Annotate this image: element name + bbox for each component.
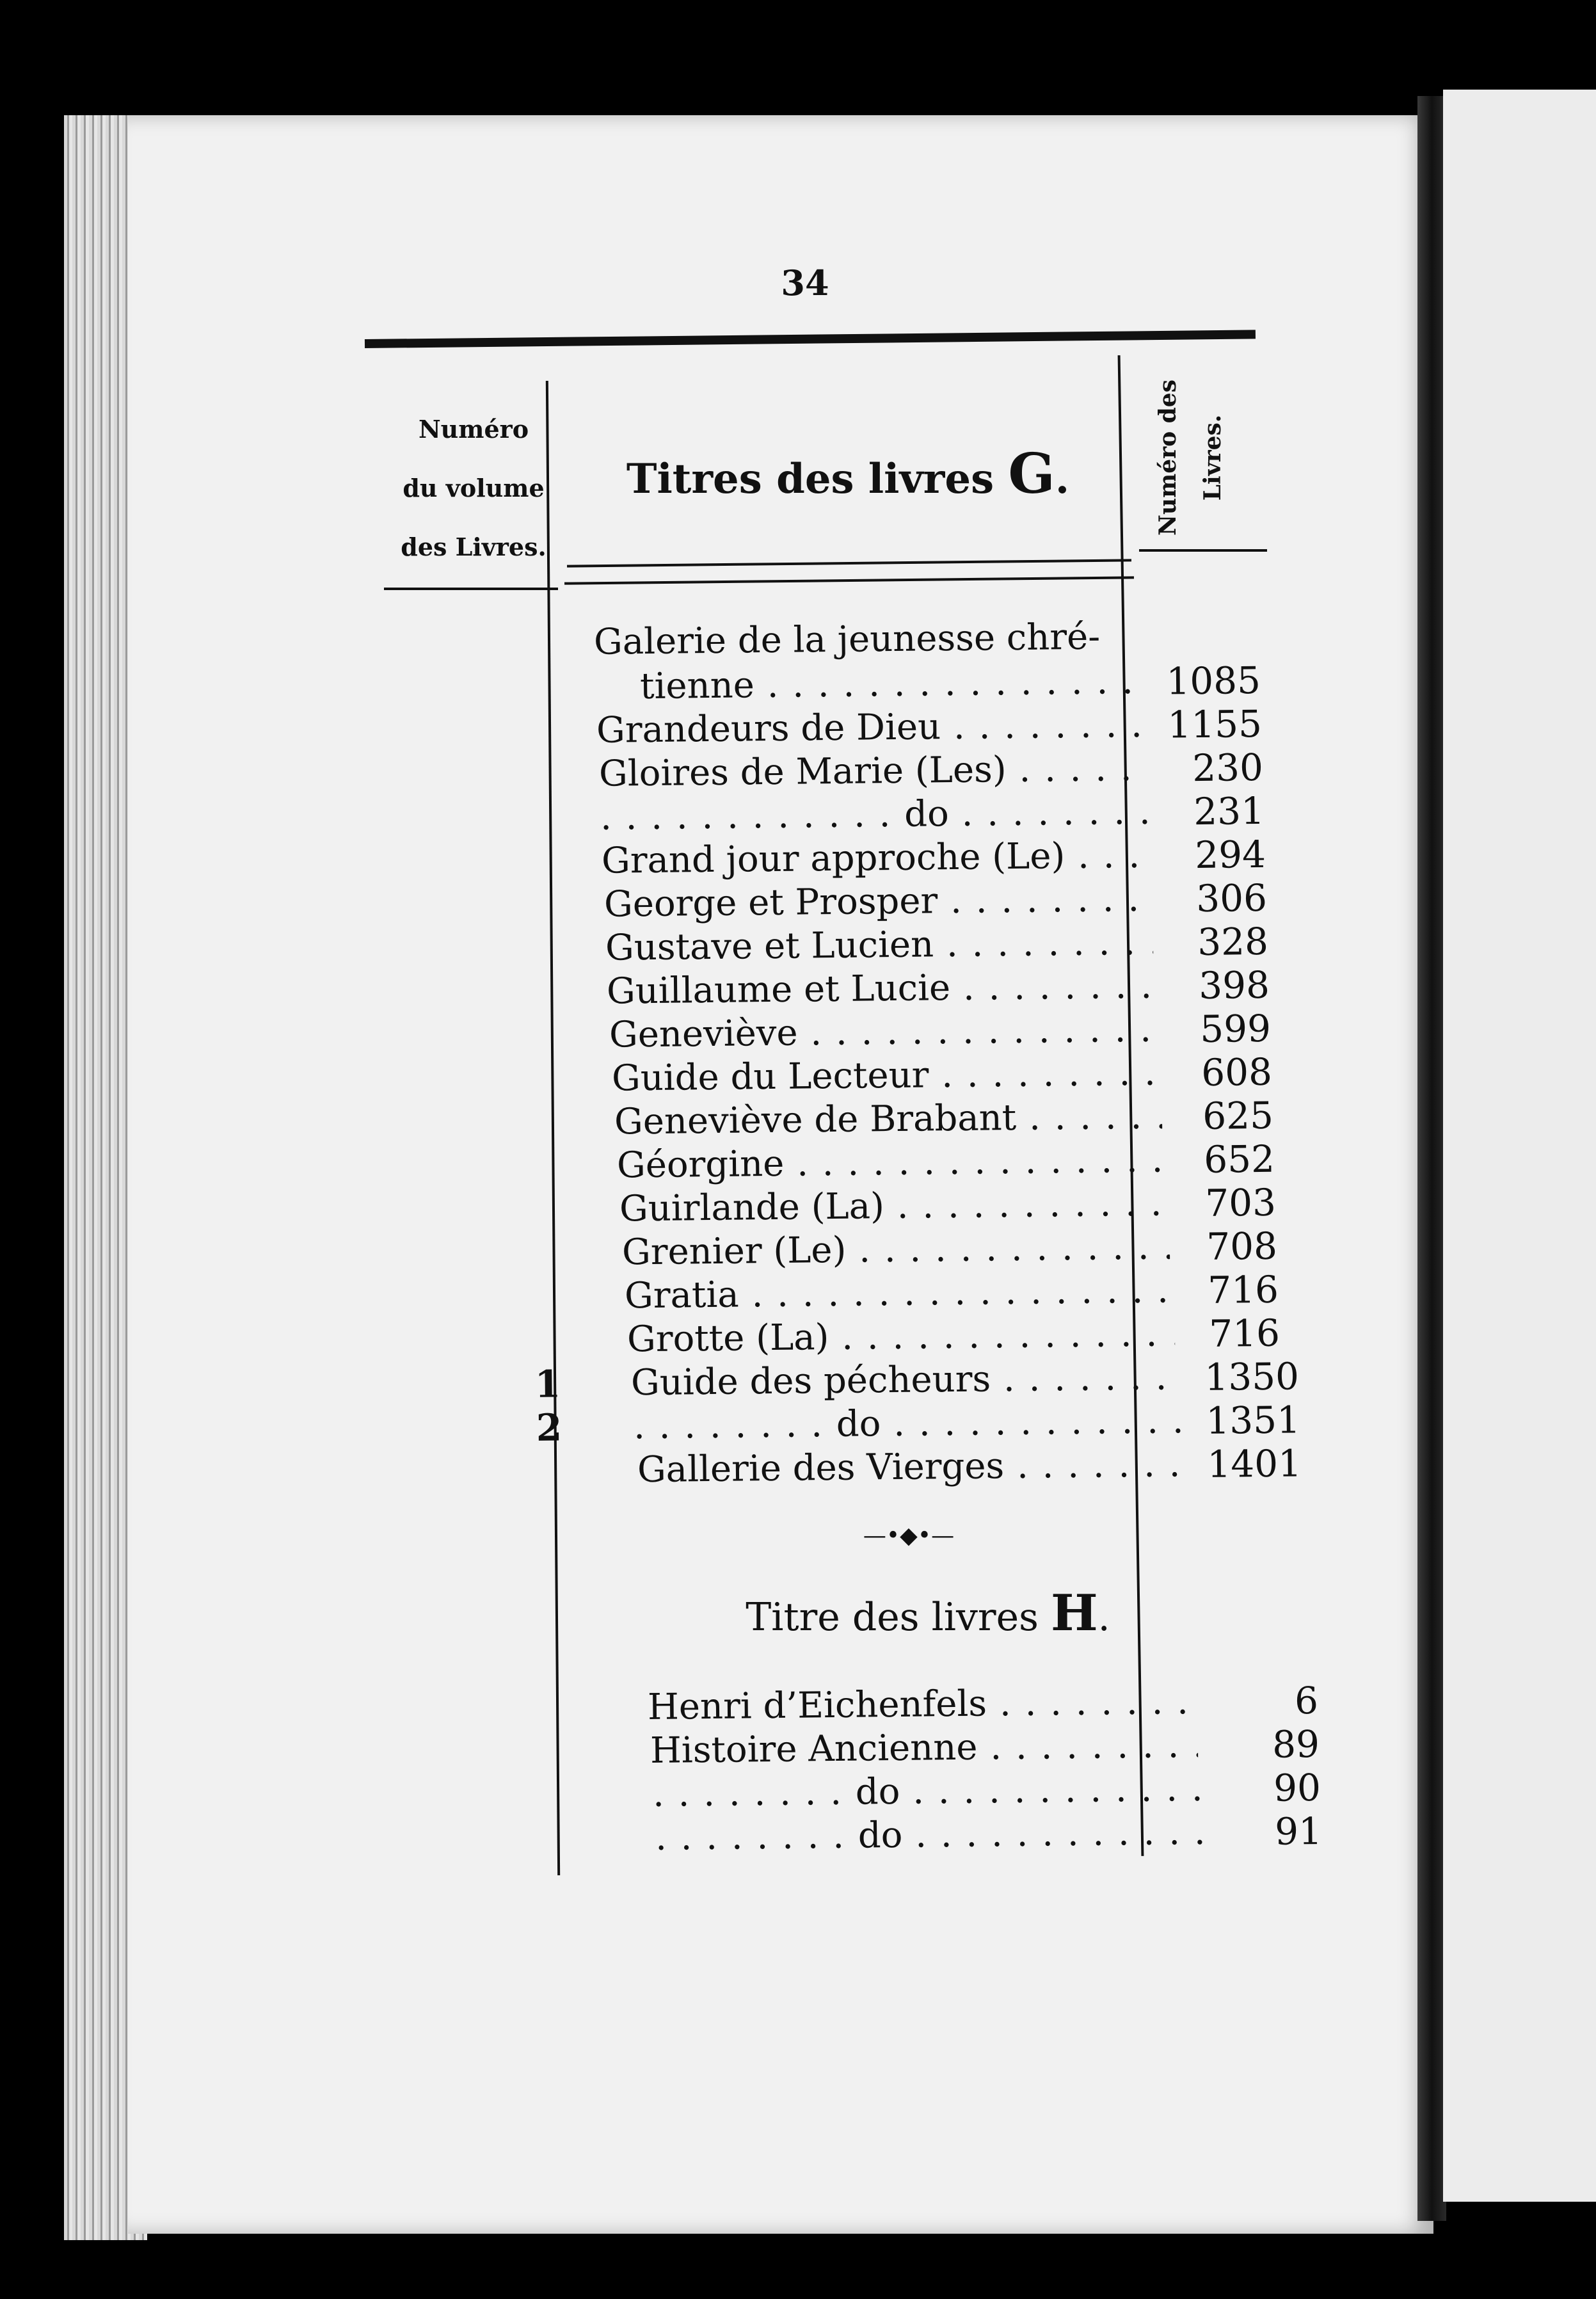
entry-title: Henri d’Eichenfels . . . — [648, 1679, 1196, 1730]
entry-title: Geneviève de Brabant . . . — [614, 1094, 1163, 1145]
entry-number: 90 — [1273, 1766, 1321, 1810]
entry-number: 608 — [1201, 1050, 1273, 1094]
entry-title: Gallerie des Vierges . . . — [637, 1442, 1186, 1493]
header-titles-g: Titres des livres G. — [626, 442, 1070, 506]
entry-number: 294 — [1194, 832, 1266, 877]
entry-title: tienne . . . — [640, 659, 1146, 709]
entry-volume: 1 — [534, 1362, 561, 1406]
entry-number: 599 — [1199, 1006, 1272, 1051]
entry-title: . . . . . . . . do . . . — [634, 1398, 1182, 1449]
header-bottom-rule-left — [384, 588, 558, 590]
entry-title: Grand jour approche (Le) . . . — [602, 833, 1150, 884]
entry-number: 1351 — [1206, 1398, 1301, 1443]
section-h-title: Titre des livres — [746, 1595, 1039, 1640]
entry-volume: 2 — [536, 1406, 563, 1450]
entry-title: Gustave et Lucien . . . — [605, 920, 1154, 971]
entry-title: Guide des pécheurs . . . — [631, 1355, 1179, 1406]
header-left-line: du volume — [403, 474, 545, 502]
header-center-title: Titres des livres — [626, 455, 994, 503]
entry-title: Geneviève . . . — [609, 1007, 1158, 1058]
entry-title: Guillaume et Lucie . . . — [607, 964, 1155, 1014]
entry-title: Géorgine . . . — [617, 1138, 1165, 1189]
entry-number: 306 — [1195, 876, 1268, 921]
entry-title: Guide du Lecteur . . . — [612, 1051, 1160, 1101]
entry-number: 91 — [1274, 1809, 1323, 1854]
header-book-number — [1126, 371, 1254, 544]
entry-number: 716 — [1208, 1311, 1281, 1356]
header-left-line: des Livres. — [401, 533, 547, 561]
entry-title: . . . . . . . . do . . . — [653, 1766, 1201, 1817]
entry-number: 89 — [1272, 1722, 1320, 1766]
entry-title: . . . . . . . . do . . . — [655, 1810, 1204, 1861]
entry-number: 1155 — [1167, 701, 1263, 747]
entry-number: 625 — [1202, 1093, 1274, 1138]
entry-title: Histoire Ancienne . . . — [650, 1723, 1199, 1774]
entry-title: Guirlande (La) . . . — [619, 1182, 1168, 1232]
header-left-line: Numéro — [418, 415, 529, 444]
entry-number: 1350 — [1204, 1354, 1300, 1399]
header-right-rotated — [1145, 380, 1235, 536]
section-h-letter: H — [1050, 1584, 1098, 1642]
entry-title: Grotte (La) . . . — [627, 1311, 1176, 1362]
entry-title: Grenier (Le) . . . — [622, 1224, 1170, 1275]
section-title-h: Titre des livres H. — [746, 1584, 1110, 1642]
entry-title: George et Prosper . . . — [604, 877, 1153, 927]
entry-title: . . . . . . . . . . . . do . . . — [600, 790, 1149, 840]
entry-number: 230 — [1192, 745, 1264, 790]
section-ornament: —•◆•— — [863, 1523, 955, 1549]
entry-title: Galerie de la jeunesse chré- — [593, 616, 1101, 663]
entry-title: Grandeurs de Dieu . . . — [596, 703, 1146, 753]
header-volume-number — [390, 400, 557, 577]
header-center-letter: G — [1008, 442, 1055, 506]
header-bottom-rule-right — [1139, 549, 1267, 552]
entry-number: 328 — [1197, 919, 1269, 965]
entry-title: Gloires de Marie (Les) . . . — [599, 746, 1147, 797]
page-number: 34 — [781, 262, 829, 303]
entry-number: 652 — [1203, 1137, 1275, 1182]
entry-number: 231 — [1193, 789, 1265, 834]
entry-number: 708 — [1206, 1224, 1278, 1269]
entry-number: 703 — [1204, 1180, 1277, 1225]
entry-number: 398 — [1198, 963, 1270, 1007]
header-right-line: Numéro des — [1154, 380, 1181, 536]
entry-number: 716 — [1207, 1267, 1279, 1312]
entry-title: Gratia . . . — [625, 1268, 1173, 1318]
header-right-line: Livres. — [1199, 414, 1226, 501]
entry-number: 1085 — [1166, 658, 1261, 703]
entry-number: 6 — [1294, 1679, 1319, 1723]
entry-number: 1401 — [1207, 1441, 1302, 1486]
